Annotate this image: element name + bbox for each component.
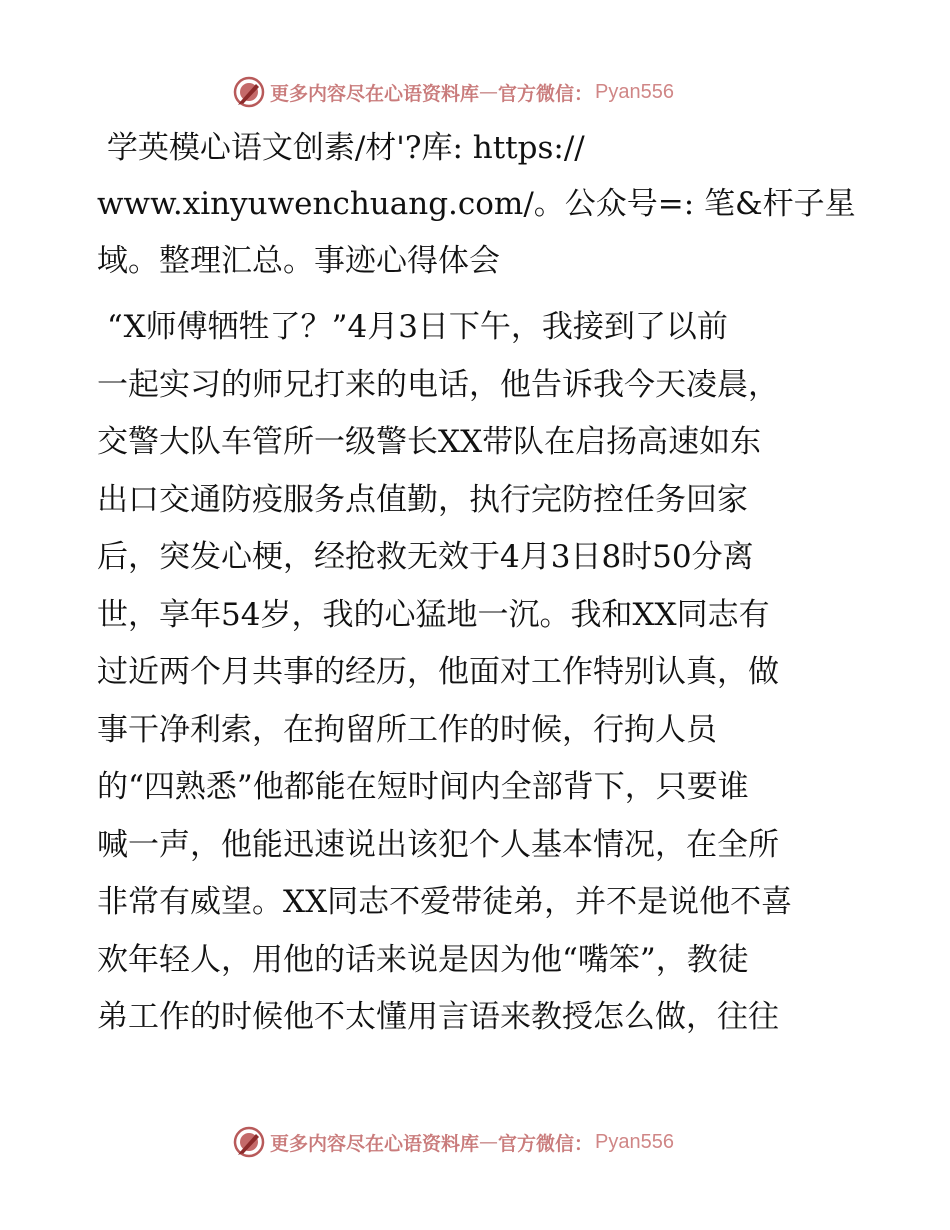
banner-wechat-id: Pyan556	[595, 1130, 674, 1153]
text-line: 交警大队车管所一级警长XX带队在启扬高速如东	[97, 424, 762, 460]
text-line: 喊一声，他能迅速说出该犯个人基本情况，在全所	[97, 826, 779, 863]
text-line: 非常有威望。XX同志不爱带徒弟，并不是说他不喜	[97, 884, 793, 920]
text-line: 事干净利索，在拘留所工作的时候，行拘人员	[97, 711, 717, 748]
banner-title: 更多内容尽在心语资料库	[270, 82, 480, 105]
text-line: 的“四熟悉”他都能在短时间内全部背下，只要谁	[97, 769, 749, 805]
banner-wechat-label: 官方微信：	[498, 1132, 594, 1155]
banner-wechat-id: Pyan556	[595, 80, 674, 103]
text-line: 域。整理汇总。事迹心得体会	[97, 243, 500, 279]
text-line: 欢年轻人，用他的话来说是因为他“嘴笨”，教徒	[97, 941, 749, 978]
pen-logo-icon	[232, 1125, 266, 1159]
banner-wechat-label: 官方微信：	[498, 82, 594, 105]
banner-separator: —	[479, 81, 499, 103]
text-line: 世，享年54岁，我的心猛地一沉。我和XX同志有	[97, 596, 770, 633]
text-line: 弟工作的时候他不太懂用言语来教授怎么做，往往	[97, 999, 779, 1035]
banner-title: 更多内容尽在心语资料库	[270, 1132, 480, 1155]
document-body	[97, 120, 867, 1047]
text-line: 过近两个月共事的经历，他面对工作特别认真，做	[97, 654, 779, 690]
banner-separator: —	[479, 1131, 499, 1153]
main-paragraph	[97, 299, 867, 1047]
text-line: “X师傅牺牲了？”4月3日下午，我接到了以前	[97, 309, 728, 345]
pen-logo-icon	[232, 75, 266, 109]
text-line: 一起实习的师兄打来的电话，他告诉我今天凌晨，	[97, 366, 779, 403]
intro-paragraph	[97, 120, 867, 290]
text-line: www.xinyuwenchuang.com/。公众号=: 笔&杆子星	[97, 186, 856, 222]
text-line: 学英模心语文创素/材'?库: https://	[97, 130, 585, 166]
text-line: 后，突发心梗，经抢救无效于4月3日8时50分离	[97, 539, 754, 575]
text-line: 出口交通防疫服务点值勤，执行完防控任务回家	[97, 481, 748, 518]
header-watermark-banner	[232, 72, 712, 112]
footer-watermark-banner	[232, 1122, 712, 1162]
